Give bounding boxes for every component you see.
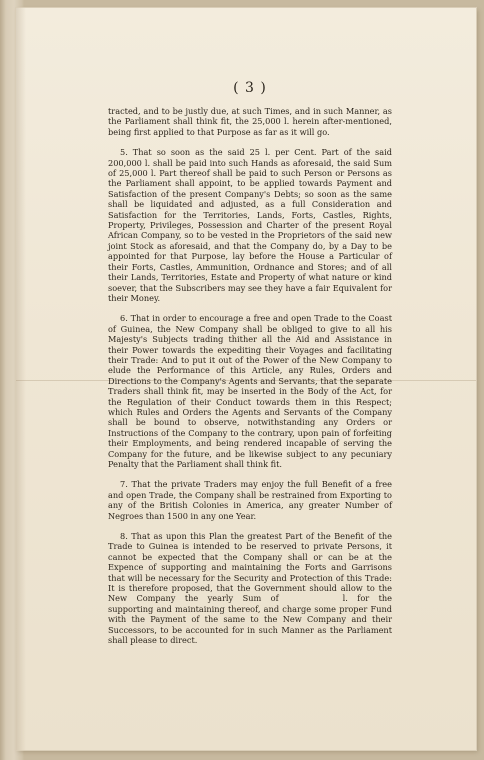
paragraph-continuation: tracted, and to be justly due, at such Times, and in such Manner, as the Parliament shall think fit, the 25,000 l. herein after-mentioned, being first applied to that Purpose as far as it will go.	[108, 106, 392, 137]
page-number: ( 3 )	[233, 80, 267, 96]
paragraph-6: 6. That in order to encourage a free and open Trade to the Coast of Guinea, the New Company shall be obliged to give to all his Majesty's Subjects trading thither all the Aid and Assistance in their Power towards the expediting their Voyages and facilitating their Trade: And to put it out of the Power of the New Company to elude the Performance of this Article, any Rules, Orders and Directions to the Company's Agents and Servants, that the separate Traders shall think fit, may be inserted in the Body of the Act, for the Regulation of their Conduct towards them in this Respect; which Rules and Orders the Agents and Servants of the Company shall be bound to observe, notwithstanding any Orders or Instructions of the Company to the contrary, upon pain of forfeiting their Employments, and being rendered incapable of serving the Company for the future, and be likewise subject to any pecuniary Penalty that the Parliament shall think fit.	[108, 313, 392, 469]
document-body	[108, 106, 392, 656]
paragraph-8-before-blank: 8. That as upon this Plan the greatest Part of the Benefit of the Trade to Guinea is intended to be reserved to private Persons, it cannot be expected that the Company shall or can be at the Expence of supporting and maintaining the Forts and Garrisons that will be necessary for the Security and Protection of this Trade: It is therefore proposed, that the Government should allow to the New Company the yearly Sum of	[108, 531, 392, 604]
paragraph-7: 7. That the private Traders may enjoy the full Benefit of a free and open Trade, the Company shall be restrained from Exporting to any of the British Colonies in America, any greater Number of Negroes than 1500 in any one Year.	[108, 479, 392, 521]
paragraph-8	[108, 531, 392, 645]
paragraph-8-after-blank: l. for the supporting and maintaining thereof, and charge some proper Fund with the Payment of the same to the New Company and their Successors, to be accounted for in such Manner as the Parliament shall please to direct.	[108, 593, 392, 646]
paragraph-5: 5. That so soon as the said 25 l. per Cent. Part of the said 200,000 l. shall be paid into such Hands as aforesaid, the said Sum of 25,000 l. Part thereof shall be paid to such Person or Persons as the Parliament shall appoint, to be applied towards Payment and Satisfaction of the present Company's Debts; so soon as the same shall be liquidated and adjusted, as a full Consideration and Satisfaction for the Territories, Lands, Forts, Castles, Rights, Property, Privileges, Possession and Charter of the present Royal African Company, so to be vested in the Proprietors of the said new joint Stock as aforesaid, and that the Company do, by a Day to be appointed for that Purpose, lay before the House a Particular of their Forts, Castles, Ammunition, Ordnance and Stores; and of all their Lands, Territories, Estate and Property of what nature or kind soever, that the Subscribers may see they have a fair Equivalent for their Money.	[108, 147, 392, 303]
